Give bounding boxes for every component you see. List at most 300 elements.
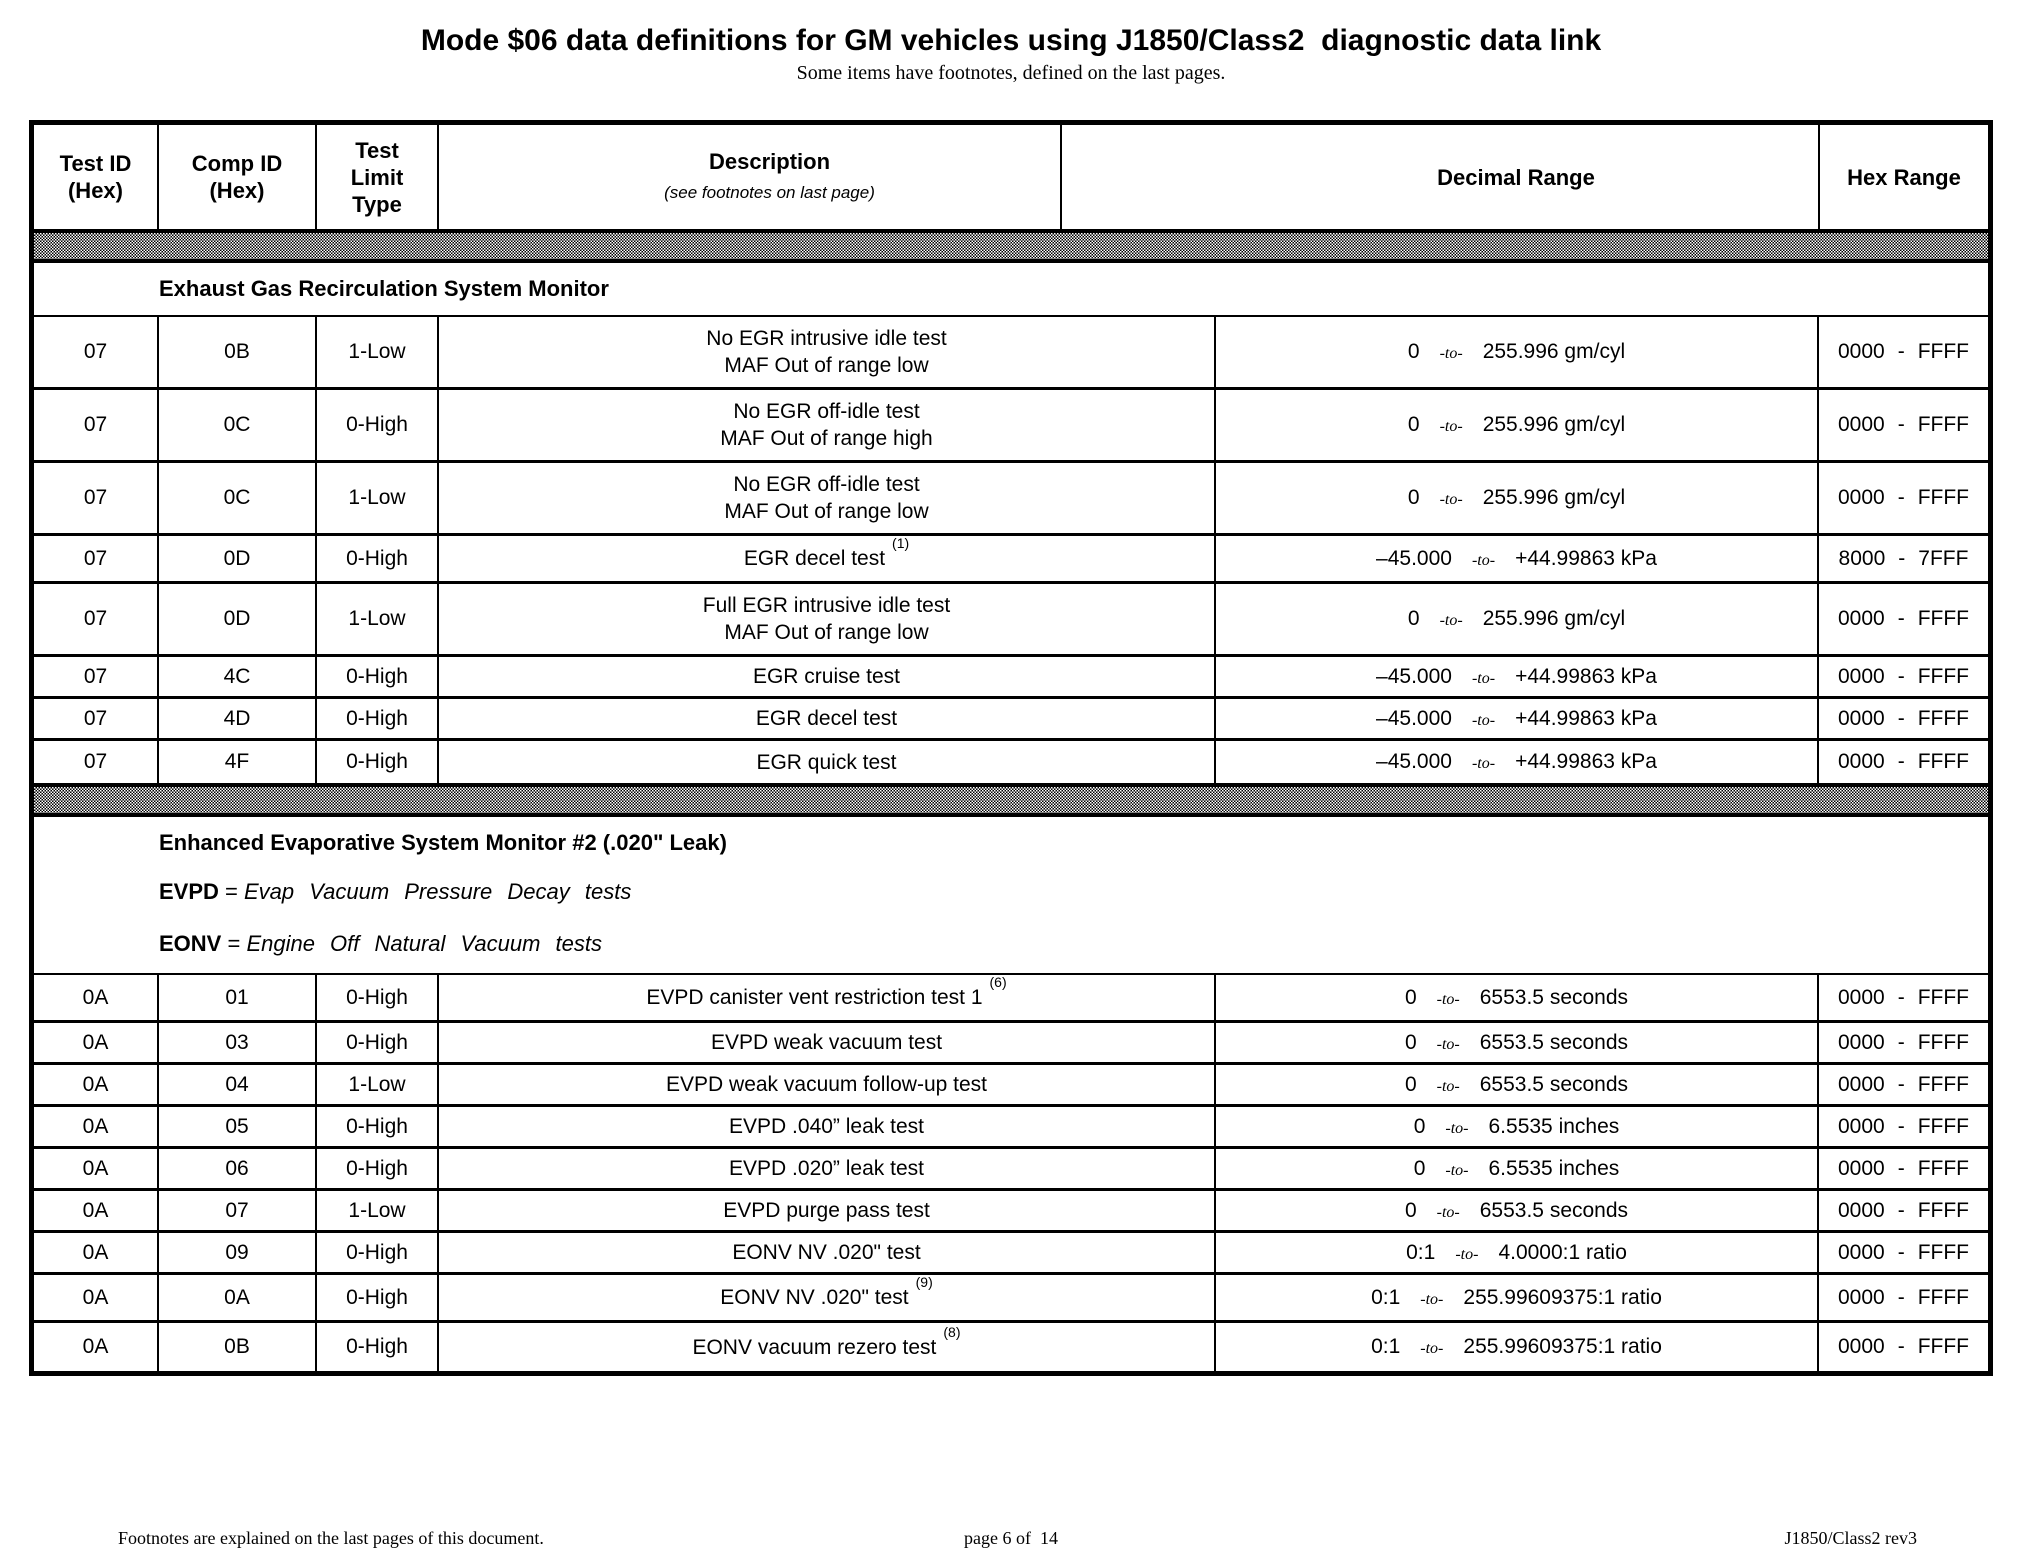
cell-description [439,975,1216,1020]
equals-sign: = [221,931,247,956]
footer-note: Footnotes are explained on the last pages of this document. [118,1528,544,1548]
hex-high: FFFF [1917,1030,1970,1054]
cell-hex-range [1819,390,1988,460]
table-section [34,263,1988,783]
decimal-range-value [1405,1199,1628,1223]
cell-test-id [34,699,159,738]
description-line: EVPD purge pass test [723,1199,930,1222]
description-line: EGR decel test$^{(1)}$ [743,535,910,570]
test-id-value: 0A [82,1285,109,1309]
hex-high: FFFF [1917,607,1970,630]
cell-test-id [34,536,159,581]
test-id-value: 0A [82,1156,109,1180]
hex-range-value [1838,340,1969,364]
decimal-range-value [1414,1157,1620,1181]
limit-type-value: 0-High [346,413,408,436]
hex-range-value [1838,750,1969,774]
cell-hex-range [1819,1107,1988,1146]
table-row [34,657,1988,699]
test-id-value: 0A [82,985,109,1009]
cell-limit-type [317,1149,439,1188]
test-id-value: 07 [83,340,108,363]
cell-test-id [34,463,159,533]
hex-high: 7FFF [1918,546,1969,570]
decimal-range-value [1376,665,1657,689]
test-id-value: 0A [82,1072,109,1096]
limit-type-value: 0-High [346,1335,408,1358]
limit-type-value: 0-High [346,664,408,688]
term-meaning: Evap Vacuum Pressure Decay tests [244,879,632,904]
table-row [34,584,1988,657]
range-to-label: -to- [1436,1203,1460,1221]
table-row [34,463,1988,536]
cell-description [439,463,1216,533]
table-row [34,1191,1988,1233]
description-line: EGR quick test [756,750,897,774]
description-line: EVPD canister vent restriction test 1$^{(6)}$ [646,974,1007,1009]
comp-id-value: 0B [224,340,250,363]
hex-range-value [1838,1157,1969,1181]
cell-decimal-range [1216,390,1819,460]
cell-comp-id [159,1275,317,1320]
cell-limit-type [317,741,439,783]
hex-high: FFFF [1917,1072,1970,1096]
data-table [29,120,1993,1376]
hex-range-value [1838,413,1969,437]
test-id-value: 0A [82,1198,109,1222]
hex-separator: - [1897,1240,1905,1264]
comp-id-value: 0C [223,413,251,436]
cell-limit-type [317,1065,439,1104]
cell-test-id [34,975,159,1020]
cell-test-id [34,1107,159,1146]
cell-test-id [34,1065,159,1104]
test-id-value: 07 [83,664,108,688]
footnote-marker: (8) [943,1323,961,1340]
range-high: 6.5535 inches [1488,1114,1620,1138]
cell-hex-range [1819,463,1988,533]
comp-id-value: 01 [225,985,249,1009]
hex-range-value [1838,607,1969,631]
cell-limit-type [317,1023,439,1062]
table-body [34,229,1988,1371]
cell-comp-id [159,741,317,783]
range-high: 6553.5 seconds [1479,1198,1629,1222]
decimal-range-value [1408,413,1625,437]
table-row [34,741,1988,783]
range-high: 255.99609375:1 ratio [1463,1285,1662,1309]
equals-sign: = [218,879,244,904]
col-header-label: Hex Range [1847,164,1961,190]
range-high: 255.996 gm/cyl [1482,486,1626,509]
cell-hex-range [1819,1275,1988,1320]
cell-comp-id [159,975,317,1020]
limit-type-value: 1-Low [348,340,406,363]
hex-separator: - [1897,340,1905,363]
description-line: EONV NV .020" test [732,1241,921,1264]
range-to-label: -to- [1436,1035,1460,1053]
hex-low: 0000 [1837,985,1885,1009]
comp-id-value: 0D [223,607,251,630]
hex-high: FFFF [1917,985,1970,1009]
hex-low: 0000 [1837,607,1885,630]
range-to-label: -to- [1439,345,1463,362]
limit-type-value: 0-High [346,1030,408,1054]
col-header-sublabel: (Hex) [209,178,265,203]
cell-comp-id [159,1323,317,1371]
cell-decimal-range [1216,1191,1819,1230]
cell-limit-type [317,536,439,581]
col-header-footnote-note: (see footnotes on last page) [664,183,875,202]
hex-high: FFFF [1917,750,1970,773]
hex-range-value [1838,486,1969,510]
cell-test-id [34,1233,159,1272]
cell-description [439,317,1216,387]
hex-low: 0000 [1837,750,1885,773]
section-title: Enhanced Evaporative System Monitor #2 (.020" Leak) [159,830,727,855]
cell-decimal-range [1216,1065,1819,1104]
cell-decimal-range [1216,699,1819,738]
table-section [34,817,1988,1371]
hex-high: FFFF [1917,1198,1970,1222]
cell-hex-range [1819,1149,1988,1188]
hex-separator: - [1897,1156,1905,1180]
range-low: 0 [1407,486,1420,509]
hex-separator: - [1898,546,1906,570]
cell-test-id [34,657,159,696]
range-to-label: -to- [1420,1290,1444,1308]
cell-comp-id [159,1023,317,1062]
footer-doc-revision: J1850/Class2 rev3 [1784,1528,1917,1548]
decimal-range-value [1408,340,1625,364]
cell-comp-id [159,699,317,738]
cell-limit-type [317,657,439,696]
section-header [34,817,1988,975]
hex-high: FFFF [1917,340,1970,363]
term-abbreviation: EVPD [159,879,219,904]
range-to-label: -to- [1445,1119,1469,1137]
decimal-range-value [1408,486,1625,510]
range-to-label: -to- [1471,755,1496,772]
description-line: EVPD weak vacuum follow-up test [666,1073,987,1096]
cell-hex-range [1819,1023,1988,1062]
hex-separator: - [1897,607,1905,630]
footnote-marker: (1) [892,535,910,551]
description-line: No EGR intrusive idle test [706,327,947,350]
range-low: –45.000 [1376,706,1452,730]
test-id-value: 07 [83,413,108,436]
cell-hex-range [1819,741,1988,783]
hex-range-value [1838,1241,1969,1265]
hex-low: 0000 [1837,1240,1885,1264]
cell-limit-type [317,390,439,460]
hex-separator: - [1897,706,1905,730]
description-line: Full EGR intrusive idle test [702,594,951,617]
table-row [34,1149,1988,1191]
cell-limit-type [317,1233,439,1272]
decimal-range-value [1405,1031,1628,1055]
limit-type-value: 0-High [346,1114,408,1138]
cell-hex-range [1819,1191,1988,1230]
cell-hex-range [1819,699,1988,738]
hex-separator: - [1897,1114,1905,1138]
cell-hex-range [1819,657,1988,696]
hex-high: FFFF [1917,1285,1970,1309]
cell-hex-range [1819,1323,1988,1371]
range-low: 0 [1407,340,1420,363]
hex-separator: - [1897,664,1905,688]
hex-low: 0000 [1837,706,1885,730]
description-line: EVPD weak vacuum test [710,1031,943,1054]
test-id-value: 07 [83,750,108,773]
range-high: 6553.5 seconds [1479,1030,1629,1054]
cell-hex-range [1819,1065,1988,1104]
cell-comp-id [159,657,317,696]
hex-range-value [1838,1031,1969,1055]
comp-id-value: 0A [224,1285,250,1309]
comp-id-value: 4D [223,706,251,730]
cell-decimal-range [1216,536,1819,581]
description-line: MAF Out of range low [724,500,929,523]
hex-low: 0000 [1837,1030,1885,1054]
range-high: +44.99863 kPa [1515,706,1657,730]
col-header-test-id [34,125,159,229]
term-definition [159,921,1988,973]
range-high: +44.99863 kPa [1515,664,1657,688]
cell-comp-id [159,1065,317,1104]
limit-type-value: 0-High [346,1156,408,1180]
cell-test-id [34,1149,159,1188]
comp-id-value: 09 [225,1240,249,1264]
cell-hex-range [1819,1233,1988,1272]
comp-id-value: 07 [225,1198,249,1222]
cell-comp-id [159,463,317,533]
cell-comp-id [159,317,317,387]
term-abbreviation: EONV [159,931,222,956]
col-header-label: Test [355,137,399,163]
cell-decimal-range [1216,741,1819,783]
cell-hex-range [1819,975,1988,1020]
description-line: MAF Out of range high [720,427,933,450]
test-id-value: 07 [83,607,108,630]
section-header [34,263,1988,317]
table-row [34,1233,1988,1275]
col-header-description [439,125,1062,229]
cell-limit-type [317,1275,439,1320]
footnote-marker: (6) [989,974,1007,990]
limit-type-value: 0-High [346,1240,408,1264]
cell-comp-id [159,1107,317,1146]
hex-low: 0000 [1837,340,1885,363]
range-low: 0 [1413,1156,1426,1180]
table-row [34,1023,1988,1065]
hex-range-value [1838,986,1969,1010]
section-separator-band [34,229,1988,263]
cell-limit-type [317,317,439,387]
range-high: 6553.5 seconds [1479,985,1629,1009]
range-to-label: -to- [1439,418,1463,435]
hex-separator: - [1897,1072,1905,1096]
section-separator-band [34,783,1988,817]
cell-limit-type [317,1191,439,1230]
cell-hex-range [1819,317,1988,387]
range-low: 0 [1407,413,1420,436]
range-low: 0:1 [1406,1240,1436,1264]
description-line: EGR cruise test [752,665,901,688]
test-id-value: 07 [83,706,108,730]
cell-test-id [34,390,159,460]
decimal-range-value [1414,1115,1620,1139]
limit-type-value: 0-High [346,546,408,570]
limit-type-value: 1-Low [348,1198,406,1222]
range-to-label: -to- [1471,551,1496,569]
hex-range-value [1838,1286,1969,1310]
table-row [34,1323,1988,1371]
range-to-label: -to- [1439,612,1463,629]
comp-id-value: 04 [225,1072,249,1096]
hex-high: FFFF [1917,1114,1970,1138]
hex-range-value [1838,1115,1969,1139]
cell-decimal-range [1216,317,1819,387]
cell-description [439,1149,1216,1188]
range-low: 0 [1404,1030,1417,1054]
range-to-label: -to- [1471,669,1496,687]
comp-id-value: 0D [223,546,251,570]
cell-limit-type [317,699,439,738]
limit-type-value: 1-Low [348,486,406,509]
cell-test-id [34,1191,159,1230]
description-line: EONV vacuum rezero test$^{(8)}$ [692,1323,961,1359]
hex-range-value [1838,665,1969,689]
cell-limit-type [317,1107,439,1146]
hex-high: FFFF [1917,1240,1970,1264]
hex-range-value [1838,707,1969,731]
footnote-marker: (9) [915,1274,933,1290]
footer-page-number: page 6 of 14 [964,1528,1058,1548]
table-row [34,390,1988,463]
hex-high: FFFF [1917,1156,1970,1180]
range-low: –45.000 [1376,664,1452,688]
table-row [34,1275,1988,1323]
col-header-label: Limit [350,164,404,190]
decimal-range-value [1405,986,1628,1010]
cell-decimal-range [1216,584,1819,654]
range-high: +44.99863 kPa [1515,750,1657,773]
test-id-value: 07 [83,546,108,570]
range-high: 6553.5 seconds [1479,1072,1629,1096]
range-low: 0 [1404,985,1417,1009]
section-rows [34,317,1988,783]
cell-description [439,1323,1216,1371]
limit-type-value: 0-High [346,1285,408,1309]
range-high: 255.996 gm/cyl [1482,340,1626,363]
decimal-range-value [1406,1241,1627,1265]
hex-low: 0000 [1837,486,1885,509]
range-low: 0 [1407,607,1420,630]
description-line: EONV NV .020" test$^{(9)}$ [720,1274,933,1309]
hex-range-value [1839,547,1969,571]
table-row [34,975,1988,1023]
col-header-label: Comp ID [191,151,283,176]
limit-type-value: 1-Low [348,1072,406,1096]
decimal-range-value [1376,707,1657,731]
cell-limit-type [317,975,439,1020]
term-meaning: Engine Off Natural Vacuum tests [246,931,602,956]
decimal-range-value [1408,607,1625,631]
col-header-comp-id [159,125,317,229]
col-header-sublabel: (Hex) [67,178,123,203]
range-to-label: -to- [1436,1077,1460,1095]
decimal-range-value [1405,1073,1628,1097]
comp-id-value: 4F [224,750,250,773]
range-low: –45.000 [1376,750,1452,773]
table-row [34,1065,1988,1107]
limit-type-value: 1-Low [348,607,406,630]
cell-description [439,584,1216,654]
cell-description [439,1275,1216,1320]
hex-low: 0000 [1837,1156,1885,1180]
cell-decimal-range [1216,657,1819,696]
cell-decimal-range [1216,463,1819,533]
cell-decimal-range [1216,975,1819,1020]
cell-test-id [34,1323,159,1371]
cell-comp-id [159,1233,317,1272]
comp-id-value: 0B [224,1335,250,1358]
hex-low: 8000 [1838,546,1886,570]
cell-description [439,536,1216,581]
range-to-label: -to- [1436,990,1460,1008]
hex-separator: - [1897,1285,1905,1309]
range-low: 0 [1413,1114,1426,1138]
description-line: No EGR off-idle test [733,400,920,423]
cell-decimal-range [1216,1233,1819,1272]
range-low: –45.000 [1376,546,1452,570]
comp-id-value: 0C [223,486,251,509]
page-subtitle: Some items have footnotes, defined on the last pages. [796,62,1226,84]
col-header-label: Test ID [59,151,132,176]
range-high: 6.5535 inches [1488,1156,1620,1180]
cell-decimal-range [1216,1323,1819,1371]
cell-decimal-range [1216,1149,1819,1188]
table-row [34,536,1988,584]
hex-range-value [1838,1199,1969,1223]
hex-low: 0000 [1837,1072,1885,1096]
cell-test-id [34,584,159,654]
hex-separator: - [1897,985,1905,1009]
cell-comp-id [159,390,317,460]
range-to-label: -to- [1445,1161,1469,1179]
cell-decimal-range [1216,1275,1819,1320]
description-line: EVPD .020” leak test [729,1157,924,1180]
hex-range-value [1838,1335,1969,1359]
hex-separator: - [1897,413,1905,436]
hex-separator: - [1897,1030,1905,1054]
range-high: 255.99609375:1 ratio [1463,1335,1662,1358]
page-title: Mode $06 data definitions for GM vehicles using J1850/Class2 diagnostic data link [420,24,1602,57]
cell-test-id [34,317,159,387]
range-low: 0 [1404,1198,1417,1222]
cell-description [439,741,1216,783]
comp-id-value: 4C [223,664,251,688]
cell-comp-id [159,584,317,654]
limit-type-value: 0-High [346,706,408,730]
cell-description [439,699,1216,738]
hex-low: 0000 [1837,1285,1885,1309]
hex-high: FFFF [1917,706,1970,730]
range-to-label: -to- [1420,1340,1444,1357]
range-low: 0 [1404,1072,1417,1096]
cell-description [439,390,1216,460]
